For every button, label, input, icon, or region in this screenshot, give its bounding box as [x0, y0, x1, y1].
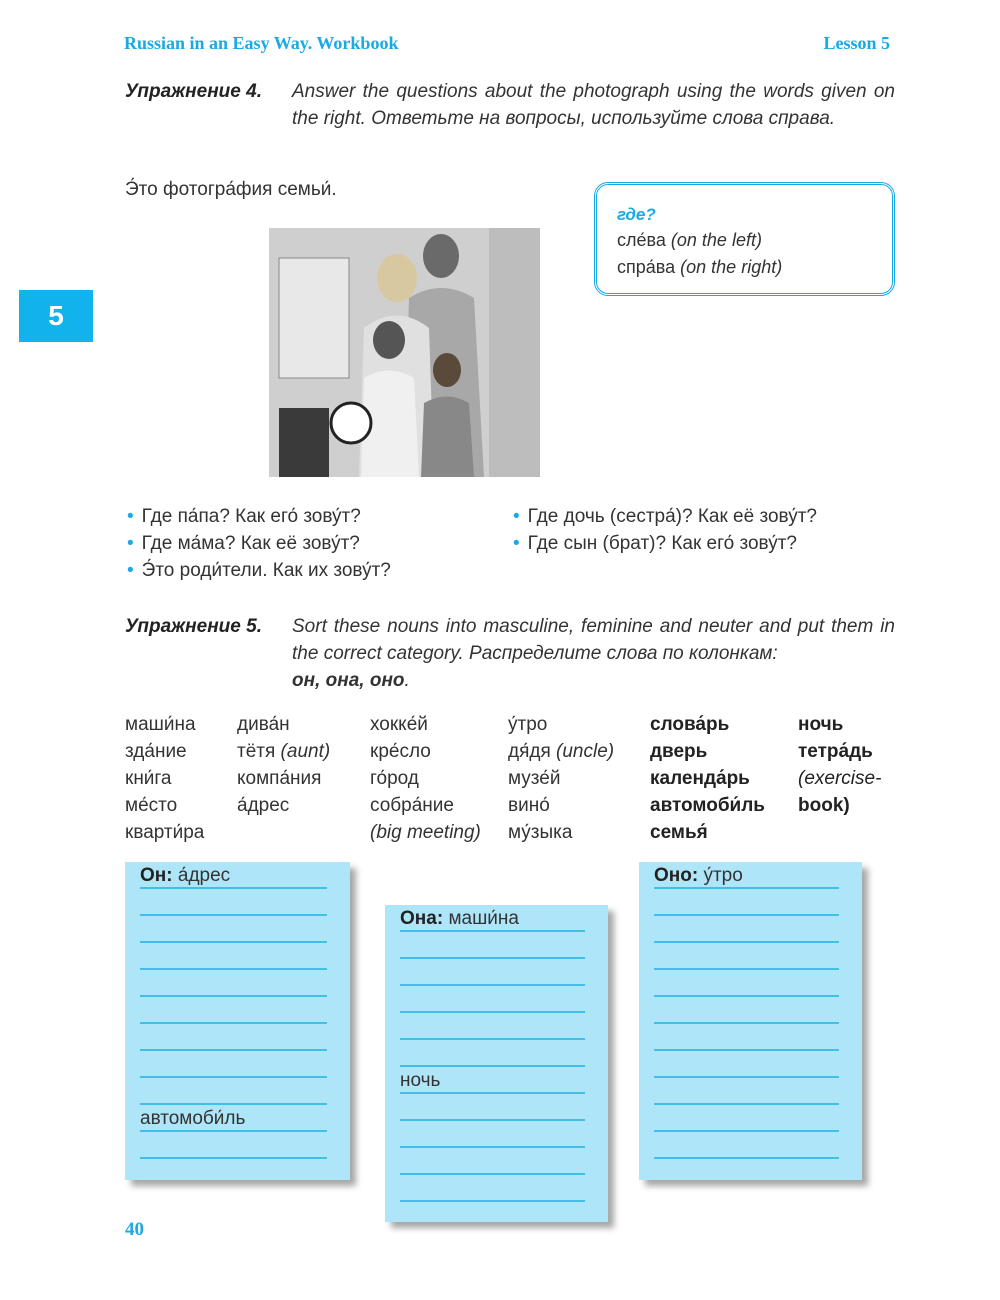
answer-line[interactable] [654, 943, 839, 970]
question: • Где дочь (сестра́)? Как её зову́т? [513, 506, 817, 528]
answer-line[interactable]: Он: а́дрес [140, 862, 327, 889]
where-hint-box [594, 182, 895, 296]
exercise-4 [125, 78, 895, 132]
answer-line[interactable] [140, 943, 327, 970]
word: (big meeting) [370, 822, 481, 843]
word: тетра́дь [798, 741, 873, 762]
answer-line[interactable] [140, 970, 327, 997]
answer-line[interactable]: автомоби́ль [140, 1105, 327, 1132]
hint-title: где? [617, 205, 656, 224]
exercise-instructions: Sort these nouns into masculine, feminine and neuter and put them in the correct category. Распределите слова по колонкам: он, она, оно. [292, 616, 895, 691]
question: • Где ма́ма? Как её зову́т? [127, 533, 360, 555]
word: вино́ [508, 795, 550, 816]
answer-line[interactable] [654, 889, 839, 916]
lesson-label: Lesson 5 [823, 33, 890, 53]
answer-line[interactable] [400, 1148, 585, 1175]
hint-left: сле́ва (on the left) [617, 230, 762, 250]
word: хокке́й [370, 714, 428, 735]
word: дива́н [237, 714, 290, 735]
answer-line[interactable] [654, 1024, 839, 1051]
word: зда́ние [125, 741, 187, 762]
exercise-instructions: Answer the questions about the photograph using the words given on the right. Ответьте на вопросы, используйте слова справа. [292, 81, 895, 129]
word: календа́рь [650, 768, 750, 789]
word: му́зыка [508, 822, 573, 843]
answer-line[interactable] [654, 1078, 839, 1105]
question: • Где сын (брат)? Как его́ зову́т? [513, 533, 797, 555]
word: слова́рь [650, 714, 730, 735]
word: у́тро [508, 714, 548, 735]
answer-line[interactable] [654, 970, 839, 997]
answer-line[interactable] [400, 1094, 585, 1121]
answer-line[interactable] [140, 1024, 327, 1051]
answer-line[interactable] [654, 1132, 839, 1159]
word: дверь [650, 741, 708, 762]
answer-line[interactable] [400, 1013, 585, 1040]
answer-line[interactable] [654, 1105, 839, 1132]
word: маши́на [125, 714, 196, 735]
answer-line[interactable] [140, 997, 327, 1024]
lesson-tab: 5 [19, 290, 93, 342]
answer-line[interactable] [654, 916, 839, 943]
word: кни́га [125, 768, 172, 789]
gender-card [125, 862, 350, 1180]
question: • Э́то роди́тели. Как их зову́т? [127, 560, 391, 582]
gender-card [385, 905, 608, 1222]
word: семья́ [650, 822, 708, 843]
word: го́род [370, 768, 419, 789]
question: • Где па́па? Как его́ зову́т? [127, 506, 361, 528]
answer-line[interactable] [400, 932, 585, 959]
word: ночь [798, 714, 844, 735]
word: собра́ние [370, 795, 454, 816]
word: а́дрес [237, 795, 290, 816]
word: book) [798, 795, 850, 816]
word: (exercise- [798, 768, 882, 789]
answer-line[interactable] [140, 1078, 327, 1105]
answer-line[interactable] [140, 889, 327, 916]
answer-line[interactable]: ночь [400, 1067, 585, 1094]
word: тётя (aunt) [237, 741, 331, 762]
book-title: Russian in an Easy Way. Workbook [124, 33, 399, 53]
answer-line[interactable]: Она: маши́на [400, 905, 585, 932]
word: дя́дя (uncle) [508, 741, 615, 762]
family-photo [269, 228, 540, 477]
answer-line[interactable] [140, 1132, 327, 1159]
word: музе́й [508, 768, 561, 789]
answer-line[interactable] [400, 986, 585, 1013]
word: компа́ния [237, 768, 322, 789]
word: кварти́ра [125, 822, 205, 843]
answer-line[interactable] [400, 1175, 585, 1202]
answer-line[interactable]: Оно: у́тро [654, 862, 839, 889]
exercise-5 [125, 613, 895, 694]
hint-right: спра́ва (on the right) [617, 257, 783, 277]
word: автомоби́ль [650, 795, 765, 816]
exercise-label: Упражнение 4. [125, 81, 262, 102]
answer-line[interactable] [400, 1040, 585, 1067]
word: ме́сто [125, 795, 178, 816]
answer-line[interactable] [400, 1121, 585, 1148]
photo-caption: Э́то фотогра́фия семьи́. [125, 179, 337, 200]
answer-line[interactable] [140, 916, 327, 943]
answer-line[interactable] [400, 959, 585, 986]
answer-line[interactable] [654, 1051, 839, 1078]
answer-line[interactable] [140, 1051, 327, 1078]
page-number: 40 [125, 1219, 144, 1240]
gender-card [639, 862, 862, 1180]
word: кре́сло [370, 741, 431, 762]
answer-line[interactable] [654, 997, 839, 1024]
exercise-label: Упражнение 5. [125, 616, 262, 637]
